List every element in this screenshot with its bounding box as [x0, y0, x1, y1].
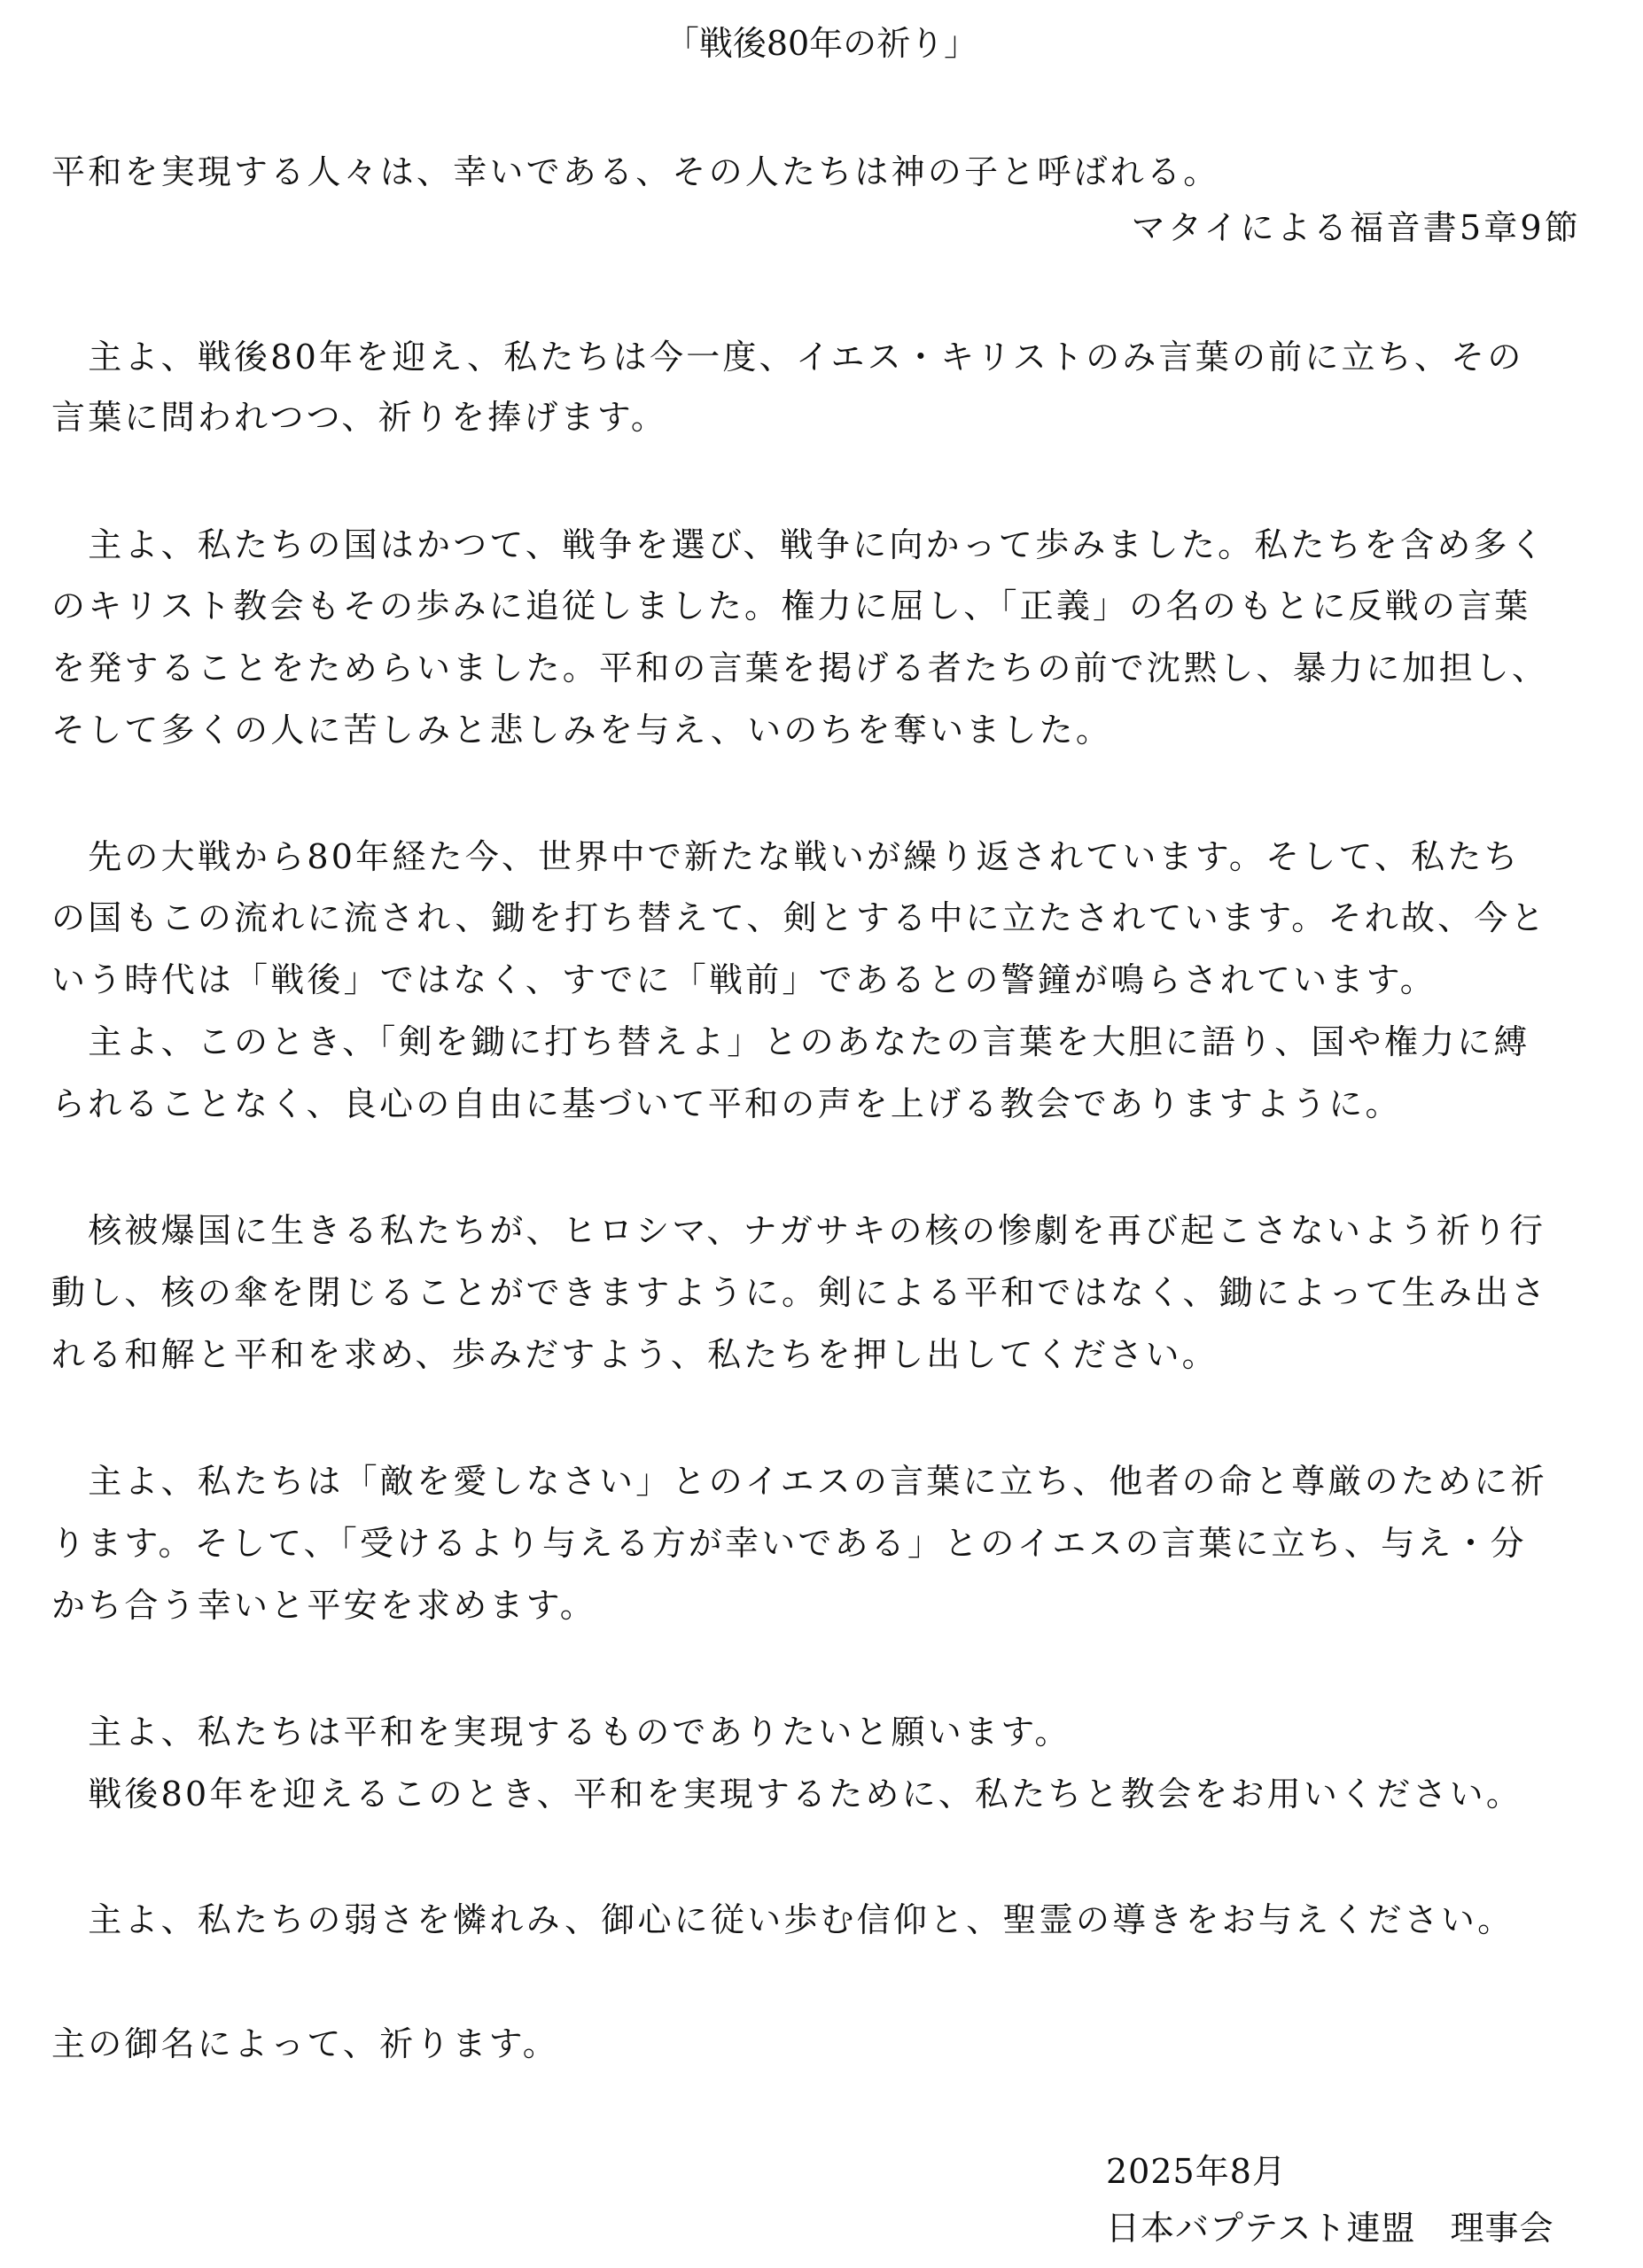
text-line: れる和解と平和を求め、歩みだすよう、私たちを押し出してください。: [51, 1335, 1219, 1374]
document-date: 2025年8月: [1106, 2152, 1287, 2191]
text-line: られることなく、良心の自由に基づいて平和の声を上げる教会でありますように。: [51, 1084, 1402, 1123]
text-line: の国もこの流れに流され、鋤を打ち替えて、剣とする中に立たされています。それ故、今と: [51, 898, 1547, 937]
text-line: 言葉に問われつつ、祈りを捧げます。: [51, 398, 668, 437]
closing-line: 主の御名によって、祈ります。: [51, 2024, 560, 2063]
text-line: いう時代は「戦後」ではなく、すでに「戦前」であるとの警鐘が鳴らされています。: [51, 960, 1437, 999]
text-line: ります。そして、「受けるより与える方が幸いである」とのイエスの言葉に立ち、与え・分: [51, 1524, 1527, 1563]
signature: 日本バプテスト連盟 理事会: [1106, 2209, 1554, 2248]
document-title: 「戦後80年の祈り」: [665, 24, 978, 63]
text-line: 戦後80年を迎えるこのとき、平和を実現するために、私たちと教会をお用いください。: [51, 1775, 1523, 1814]
text-line: 先の大戦から80年経た今、世界中で新たな戦いが繰り返されています。そして、私たち: [51, 837, 1521, 876]
epigraph-citation: マタイによる福音書5章9節: [1131, 208, 1581, 247]
text-line: 核被爆国に生きる私たちが、ヒロシマ、ナガサキの核の惨劇を再び起こさないよう祈り行: [51, 1211, 1546, 1250]
text-line: を発することをためらいました。平和の言葉を掲げる者たちの前で沈黙し、暴力に加担し、: [51, 649, 1549, 687]
text-line: 動し、核の傘を閉じることができますように。剣による平和ではなく、鋤によって生み出さ: [51, 1273, 1548, 1312]
text-line: 主よ、私たちは平和を実現するものでありたいと願います。: [51, 1713, 1071, 1751]
text-line: かち合う幸いと平安を求めます。: [51, 1586, 596, 1625]
text-line: 主よ、私たちは「敵を愛しなさい」とのイエスの言葉に立ち、他者の命と尊厳のために祈: [51, 1462, 1547, 1501]
text-line: 主よ、このとき、「剣を鋤に打ち替えよ」とのあなたの言葉を大胆に語り、国や権力に縛: [51, 1022, 1530, 1061]
text-line: のキリスト教会もその歩みに追従しました。権力に屈し、「正義」の名のもとに反戦の言葉: [51, 586, 1531, 625]
epigraph-quote: 平和を実現する人々は、幸いである、その人たちは神の子と呼ばれる。: [51, 152, 1220, 191]
text-line: 主よ、戦後80年を迎え、私たちは今一度、イエス・キリストのみ言葉の前に立ち、その: [51, 338, 1524, 377]
text-line: 主よ、私たちの国はかつて、戦争を選び、戦争に向かって歩みました。私たちを含め多く: [51, 525, 1546, 564]
text-line: 主よ、私たちの弱さを憐れみ、御心に従い歩む信仰と、聖霊の導きをお与えください。: [51, 1900, 1515, 1939]
text-line: そして多くの人に苦しみと悲しみを与え、いのちを奪いました。: [51, 711, 1113, 750]
